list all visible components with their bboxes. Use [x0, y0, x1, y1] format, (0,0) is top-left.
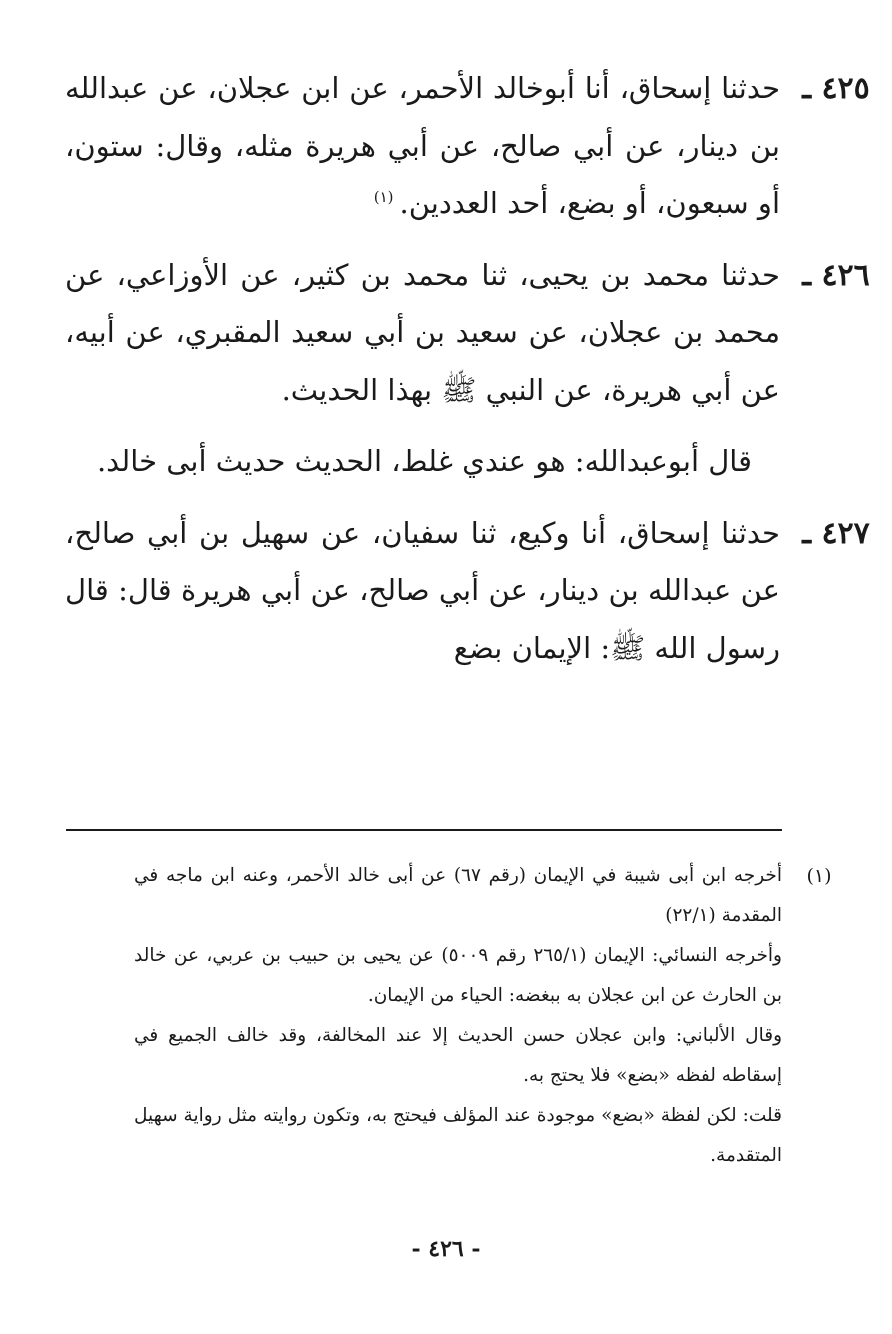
footnote-paragraph: قلت: لكن لفظة «بضع» موجودة عند المؤلف فيحتج به، وتكون روايته مثل رواية سهيل المتقدمة.	[134, 1105, 782, 1166]
footnote-marker: (١)	[806, 865, 832, 887]
footnotes	[134, 856, 832, 1176]
footnote-paragraph: أخرجه ابن أبى شيبة في الإيمان (رقم ٦٧) عن أبى خالد الأحمر، وعنه ابن ماجه في المقدمة (٢٢/١)	[134, 865, 783, 926]
main-text	[65, 60, 870, 691]
hadith-text: حدثنا إسحاق، أنا وكيع، ثنا سفيان، عن سهيل بن أبي صالح، عن عبدالله بن دينار، عن أبي صالح، عن أبي هريرة قال: قال رسول الله ﷺ: الإيمان بضع	[65, 515, 780, 665]
page-number: - ٤٢٦ -	[411, 1236, 481, 1262]
footnote-divider	[66, 829, 782, 831]
footnote-reference[interactable]: (١)	[373, 188, 394, 207]
hadith-number: ٤٢٦ ـ	[802, 257, 870, 293]
footnote-paragraph: وقال الألباني: وابن عجلان حسن الحديث إلا عند المخالفة، وقد خالف الجميع في إسقاطه لفظه «بضع» فلا يحتج به.	[134, 1025, 782, 1086]
hadith-number: ٤٢٥ ـ	[802, 71, 870, 106]
hadith-body: حدثنا إسحاق، أنا أبوخالد الأحمر، عن ابن عجلان، عن عبدالله بن دينار، عن أبي صالح، عن أبي هريرة مثله، وقال: ستون، أو سبعون، أو بضع، أحد العددين.	[65, 71, 780, 220]
hadith-text: حدثنا محمد بن يحيى، ثنا محمد بن كثير، عن الأوزاعي، عن محمد بن عجلان، عن سعيد بن أبي سعيد المقبري، عن أبيه، عن أبي هريرة، عن النبي ﷺ بهذا الحديث.	[65, 257, 780, 407]
hadith-text	[65, 60, 780, 233]
hadith-425	[65, 60, 870, 233]
author-comment: قال أبوعبدالله: هو عندي غلط، الحديث حديث أبى خالد.	[96, 444, 752, 478]
hadith-number: ٤٢٧ ـ	[802, 515, 870, 551]
hadith-427	[65, 505, 870, 678]
footnote-paragraph: وأخرجه النسائي: الإيمان (٢٦٥/١ رقم ٥٠٠٩) عن يحيى بن حبيب بن عربي، عن خالد بن الحارث عن ابن عجلان به ببغضه: الحياء من الإيمان.	[134, 945, 782, 1006]
hadith-426	[65, 247, 870, 420]
